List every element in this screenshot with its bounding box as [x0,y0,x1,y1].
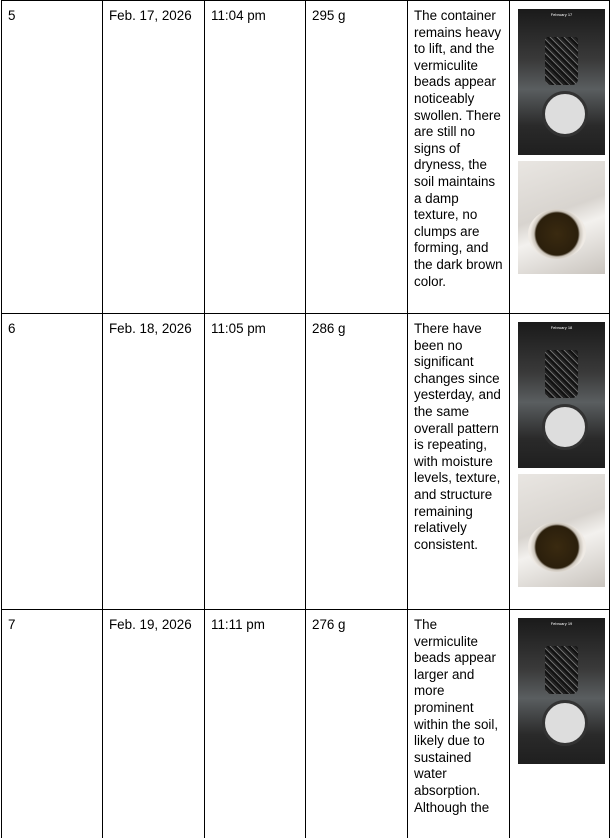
weight-cell: 295 g [306,1,408,314]
date-cell: Feb. 19, 2026 [103,610,205,838]
soil-log-table [1,0,610,838]
scale-dial [542,91,588,137]
date-cell: Feb. 17, 2026 [103,1,205,314]
photo-date-stamp: February 17 [550,12,573,17]
time-cell: 11:05 pm [205,314,306,610]
soil-bowl [528,209,586,259]
observation-cell: The container remains heavy to lift, and the vermiculite beads appear noticeably swollen. There are still no signs of dryness, the soil maintains a damp texture, no clumps are forming, and the dark brown color. [408,1,510,314]
scale-dial [542,700,588,746]
table-row [2,610,610,838]
scale-photo [518,618,605,764]
time-cell: 11:11 pm [205,610,306,838]
day-cell: 6 [2,314,103,610]
soil-cup [545,646,578,694]
time-cell: 11:04 pm [205,1,306,314]
scale-photo [518,322,605,468]
date-cell: Feb. 18, 2026 [103,314,205,610]
soil-bowl [528,522,586,572]
soil-cup [545,37,578,85]
weight-cell: 286 g [306,314,408,610]
photo-date-stamp: February 18 [550,325,573,330]
top-view-photo [518,474,605,587]
photo-cell [510,314,610,610]
table-row [2,314,610,610]
scale-dial [542,404,588,450]
photo-cell [510,1,610,314]
day-cell: 7 [2,610,103,838]
scale-photo [518,9,605,155]
photo-date-stamp: February 19 [550,621,573,626]
observation-cell: The vermiculite beads appear larger and more prominent within the soil, likely due to sustained water absorption. Although the [408,610,510,838]
photo-cell [510,610,610,838]
table-row [2,1,610,314]
soil-cup [545,350,578,398]
top-view-photo [518,161,605,274]
weight-cell: 276 g [306,610,408,838]
observation-cell: There have been no significant changes since yesterday, and the same overall pattern is repeating, with moisture levels, texture, and structure remaining relatively consistent. [408,314,510,610]
day-cell: 5 [2,1,103,314]
